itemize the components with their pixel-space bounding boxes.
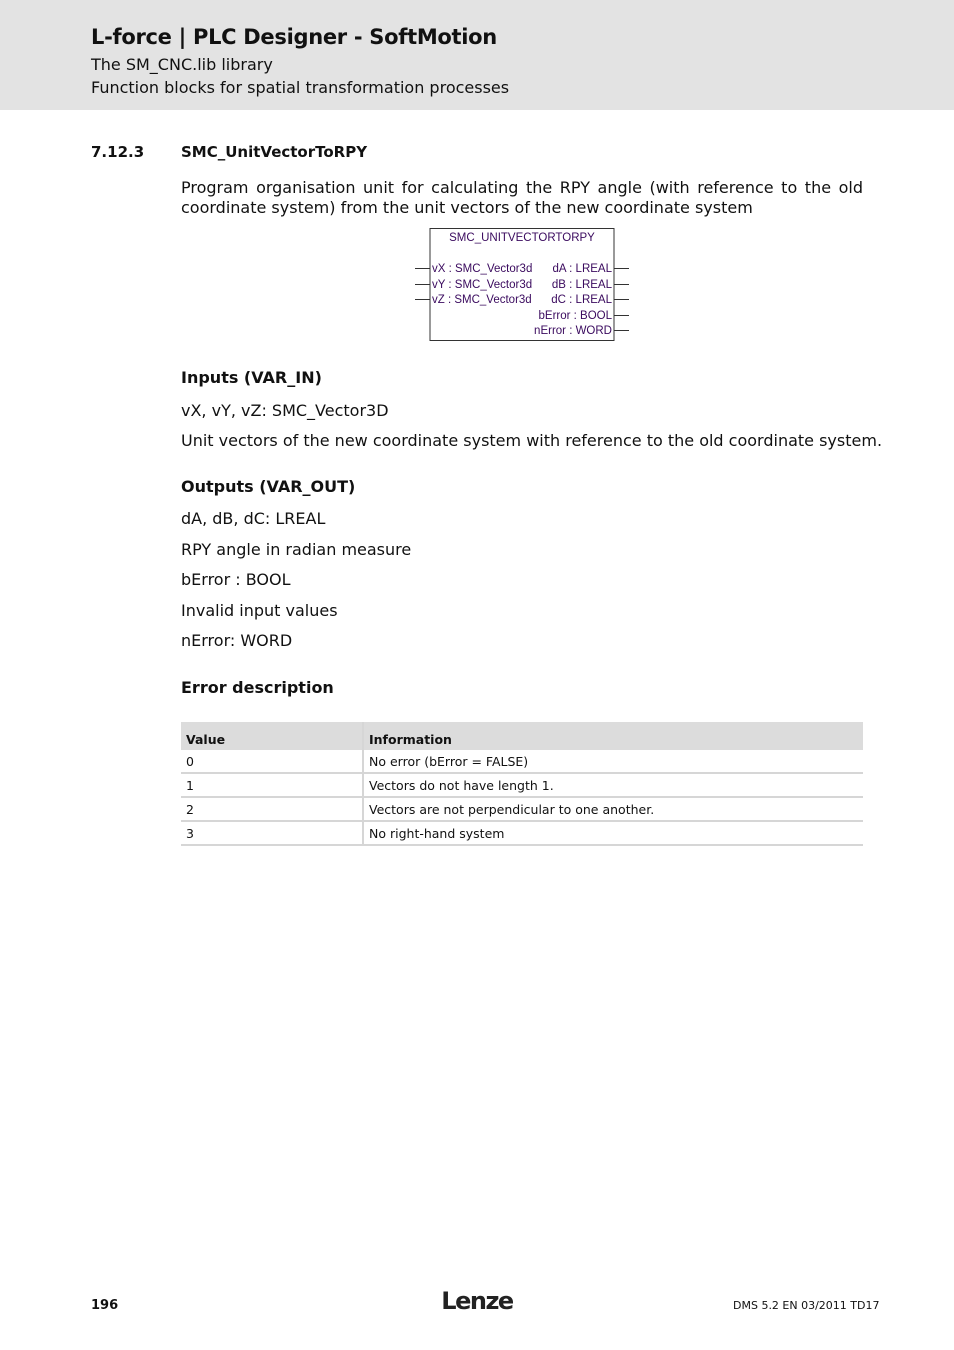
fb-input-vz: vZ : SMC_Vector3d	[432, 294, 532, 306]
outputs-heading: Outputs (VAR_OUT)	[181, 477, 356, 496]
error-description-heading: Error description	[181, 678, 334, 697]
cell-value: 2	[181, 797, 363, 821]
fb-output-db: dB : LREAL	[551, 279, 612, 291]
fb-name: SMC_UNITVECTORTORPY	[449, 232, 595, 244]
table-row	[181, 750, 863, 773]
lenze-logo	[437, 1286, 517, 1320]
inputs-description: Unit vectors of the new coordinate system with reference to the old coordinate system.	[181, 431, 883, 450]
outputs-declaration-angles: dA, dB, dC: LREAL	[181, 509, 326, 528]
function-block-diagram	[413, 228, 633, 342]
error-table	[181, 722, 863, 846]
outputs-description-berror: Invalid input values	[181, 601, 338, 620]
cell-information: Vectors do not have length 1.	[363, 773, 863, 797]
table-row	[181, 821, 863, 845]
page-number: 196	[91, 1298, 119, 1313]
cell-value: 3	[181, 821, 363, 845]
cell-information: No error (bError = FALSE)	[363, 750, 863, 773]
cell-information: No right-hand system	[363, 821, 863, 845]
manual-title: L-force | PLC Designer - SoftMotion	[91, 25, 497, 49]
outputs-declaration-nerror: nError: WORD	[181, 631, 293, 650]
table-row	[181, 797, 863, 821]
fb-output-nerror: nError : WORD	[534, 325, 612, 337]
page-header	[0, 0, 954, 110]
table-header-row	[181, 722, 863, 750]
section-number: 7.12.3	[91, 143, 145, 161]
outputs-declaration-berror: bError : BOOL	[181, 570, 291, 589]
fb-output-berror: bError : BOOL	[538, 310, 612, 322]
column-header-information: Information	[363, 722, 863, 750]
inputs-declaration: vX, vY, vZ: SMC_Vector3D	[181, 401, 389, 420]
lenze-logo-text: Lenze	[441, 1287, 513, 1315]
cell-value: 1	[181, 773, 363, 797]
document-reference: DMS 5.2 EN 03/2011 TD17	[733, 1299, 880, 1312]
fb-output-dc: dC : LREAL	[551, 294, 612, 306]
fb-output-da: dA : LREAL	[552, 263, 612, 275]
cell-information: Vectors are not perpendicular to one another.	[363, 797, 863, 821]
section-title: SMC_UnitVectorToRPY	[181, 143, 368, 161]
intro-paragraph: Program organisation unit for calculating the RPY angle (with reference to the old coordinate system) from the unit vectors of the new coordinate system	[181, 178, 863, 217]
inputs-heading: Inputs (VAR_IN)	[181, 368, 322, 387]
section-subtitle: Function blocks for spatial transformation processes	[91, 78, 510, 97]
fb-input-vy: vY : SMC_Vector3d	[432, 279, 533, 291]
outputs-description-angles: RPY angle in radian measure	[181, 540, 412, 559]
column-header-value: Value	[181, 722, 363, 750]
table-row	[181, 773, 863, 797]
fb-input-vx: vX : SMC_Vector3d	[432, 263, 533, 275]
chapter-subtitle: The SM_CNC.lib library	[91, 55, 273, 74]
cell-value: 0	[181, 750, 363, 773]
